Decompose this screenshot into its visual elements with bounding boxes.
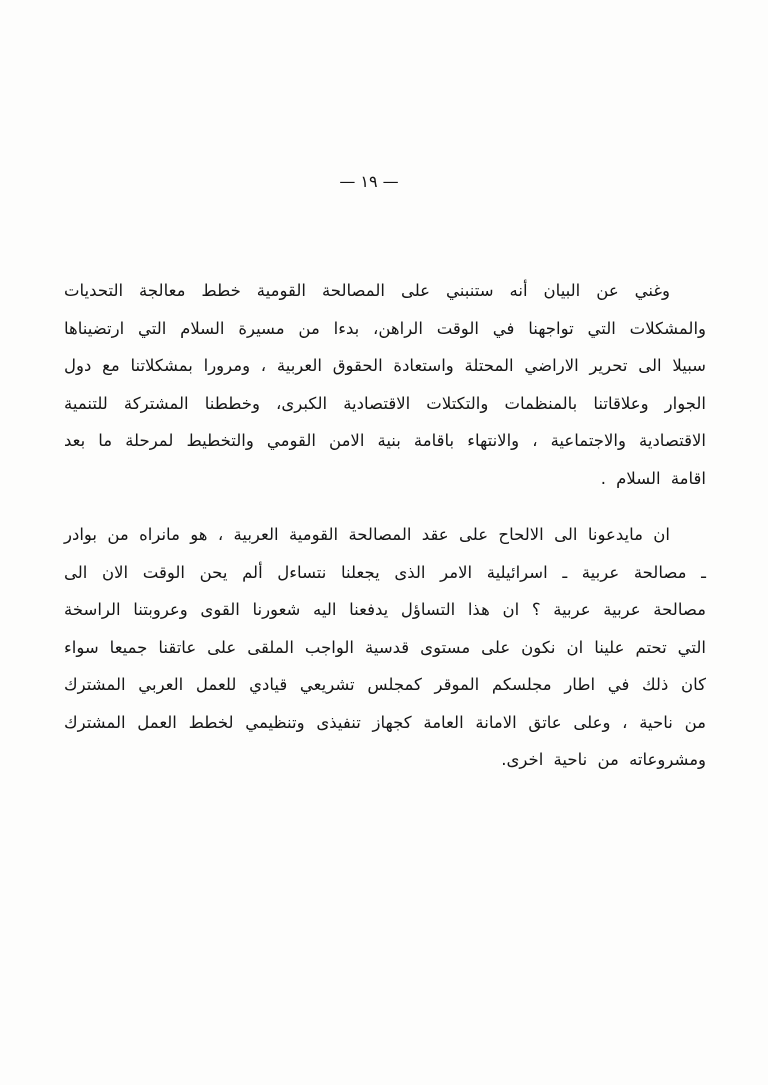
paragraph: وغني عن البيان أنه ستنبني على المصالحة القومية خطط معالجة التحديات والمشكلات التي تواجهنا في الوقت الراهن، بدءا من مسيرة السلام التي ارتضيناها سبيلا الى تحرير الاراضي المحتلة واستعادة الحقوق العربية ، ومرورا بمشكلاتنا مع دول الجوار وعلاقاتنا بالمنظمات والتكتلات الاقتصادية الكبرى، وخططنا المشتركة للتنمية الاقتصادية والاجتماعية ، والانتهاء باقامة بنية الامن القومي والتخطيط لمرحلة ما بعد اقامة السلام . <box>64 281 706 488</box>
page-number: — ١٩ — <box>339 172 399 191</box>
document-body <box>64 272 706 779</box>
paragraph: ان مايدعونا الى الالحاح على عقد المصالحة القومية العربية ، هو مانراه من بوادر ـ مصالحة عربية ـ اسرائيلية الامر الذى يجعلنا نتساءل ألم يحن الوقت الان الى مصالحة عربية عربية ؟ ان هذا التساؤل يدفعنا اليه شعورنا القوى وعروبتنا الراسخة التي تحتم علينا ان نكون على مستوى قدسية الواجب الملقى على عاتقنا جميعا سواء كان ذلك في اطار مجلسكم الموقر كمجلس تشريعي قيادي للعمل العربي المشترك من ناحية ، وعلى عاتق الامانة العامة كجهاز تنفيذى وتنظيمي لخطط العمل المشترك ومشروعاته من ناحية اخرى. <box>64 525 706 769</box>
